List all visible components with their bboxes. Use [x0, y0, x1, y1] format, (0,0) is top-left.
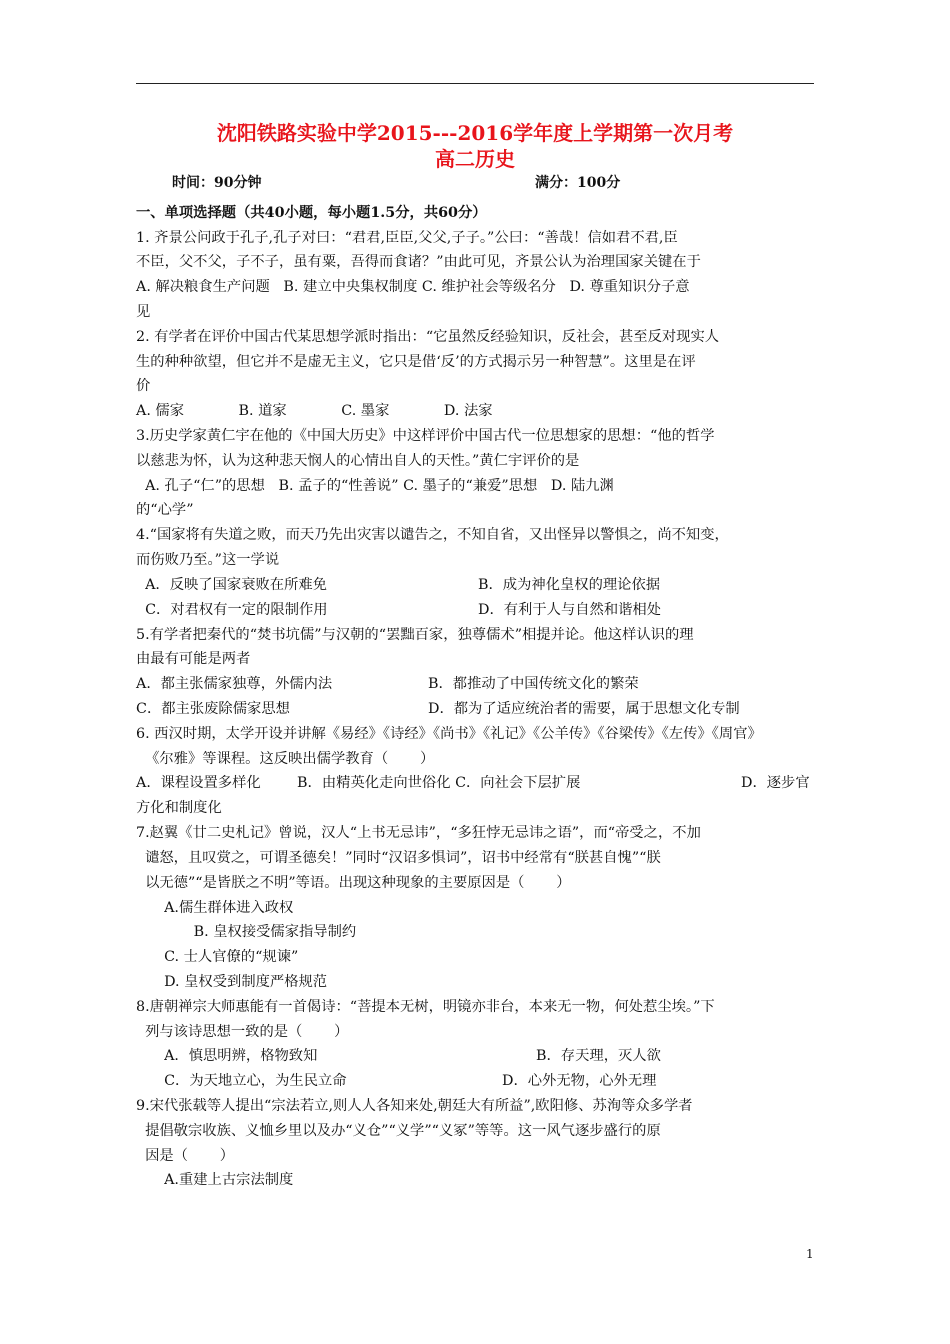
- text-line: A. 孔子“仁”的思想 B. 孟子的“性善说” C. 墨子的“兼爱”思想 D. 陆九渊: [136, 478, 614, 494]
- text-line: 3.历史学家黄仁宇在他的《中国大历史》中这样评价中国古代一位思想家的思想：“他的哲学: [136, 428, 715, 444]
- exam-title: 沈阳铁路实验中学2015---2016学年度上学期第一次月考: [216, 121, 734, 145]
- text-line: 9.宋代张载等人提出“宗法若立,则人人各知来处,朝廷大有所益”,欧阳修、苏洵等众多学者: [136, 1098, 693, 1114]
- text-line: A．反映了国家衰败在所难免: [136, 577, 327, 593]
- text-line: 4.“国家将有失道之败，而天乃先出灾害以谴告之，不知自省，又出怪异以警惧之，尚不知变，: [136, 527, 729, 543]
- text-line: 不臣，父不父，子不子，虽有粟，吾得而食诸？”由此可见，齐景公认为治理国家关键在于: [136, 254, 701, 270]
- option-line: D．逐步官: [741, 775, 810, 791]
- text-line: 由最有可能是两者: [136, 651, 251, 667]
- section-heading: 一、单项选择题（共40小题，每小题1.5分，共60分）: [136, 205, 487, 221]
- text-line: 的“心学”: [136, 502, 194, 518]
- text-line: 谴怒，且叹赏之，可谓圣德矣！”同时“汉诏多惧词”，诏书中经常有“朕甚自愧”“朕: [136, 850, 661, 866]
- text-line: A.儒生群体进入政权: [155, 900, 294, 916]
- text-line: B. 皇权接受儒家指导制约: [180, 924, 357, 940]
- option-line: D．都为了适应统治者的需要，属于思想文化专制: [428, 701, 740, 717]
- exam-subtitle: 高二历史: [435, 147, 515, 171]
- header-rule: [136, 83, 814, 84]
- option-line: D．心外无物，心外无理: [502, 1073, 657, 1089]
- text-line: C．为天地立心，为生民立命: [155, 1073, 347, 1089]
- text-line: A. 解决粮食生产问题 B. 建立中央集权制度 C. 维护社会等级名分 D. 尊重知识分子意: [136, 279, 690, 295]
- text-line: A．慎思明辨，格物致知: [155, 1048, 318, 1064]
- page-number: 1: [806, 1247, 814, 1261]
- option-line: B．都推动了中国传统文化的繁荣: [428, 676, 639, 692]
- text-line: 价: [136, 378, 151, 394]
- text-line: 6. 西汉时期，太学开设并讲解《易经》《诗经》《尚书》《礼记》《公羊传》《谷梁传》《左传》《周官》: [136, 726, 762, 742]
- text-line: 列与该诗思想一致的是（ ）: [136, 1024, 349, 1040]
- text-line: 7.赵翼《廿二史札记》曾说，汉人“上书无忌讳”，“多狂悖无忌讳之语”，而“帝受之，不加: [136, 825, 701, 841]
- text-line: D. 皇权受到制度严格规范: [155, 974, 328, 990]
- text-line: C．都主张废除儒家思想: [136, 701, 290, 717]
- text-line: 因是（ ）: [136, 1148, 235, 1164]
- exam-time: 时间：90分钟: [172, 175, 262, 191]
- text-line: 以慈悲为怀，认为这种悲天悯人的心情出自人的天性。”黄仁宇评价的是: [136, 453, 580, 469]
- text-line: 2. 有学者在评价中国古代某思想学派时指出：“它虽然反经验知识，反社会，甚至反对现实人: [136, 329, 720, 345]
- text-line: 生的种种欲望，但它并不是虚无主义，它只是借‘反’的方式揭示另一种智慧”。这里是在评: [136, 354, 696, 370]
- text-line: 方化和制度化: [136, 800, 222, 816]
- text-line: 8.唐朝禅宗大师惠能有一首偈诗：“菩提本无树，明镜亦非台，本来无一物，何处惹尘埃。”下: [136, 999, 715, 1015]
- text-line: 《尔雅》等课程。这反映出儒学教育（ ）: [136, 751, 435, 767]
- text-line: 见: [136, 304, 151, 320]
- exam-score: 满分：100分: [535, 175, 621, 191]
- text-line: C．对君权有一定的限制作用: [136, 602, 328, 618]
- text-line: 5.有学者把秦代的“焚书坑儒”与汉朝的“罢黜百家，独尊儒术”相提并论。他这样认识的理: [136, 627, 694, 643]
- text-line: 以无德”“是皆朕之不明”等语。出现这种现象的主要原因是（ ）: [136, 875, 571, 891]
- text-line: 1. 齐景公问政于孔子,孔子对曰：“君君,臣臣,父父,子子。”公曰：“善哉！信如君不君,臣: [136, 230, 678, 246]
- text-line: C. 士人官僚的“规谏”: [155, 949, 299, 965]
- text-line: 提倡敬宗收族、义恤乡里以及办“义仓”“义学”“义冢”等等。这一风气逐步盛行的原: [136, 1123, 661, 1139]
- option-line: B．成为神化皇权的理论依据: [478, 577, 661, 593]
- text-line: A．都主张儒家独尊，外儒内法: [136, 676, 333, 692]
- option-line: D．有利于人与自然和谐相处: [478, 602, 662, 618]
- text-line: A．课程设置多样化 B．由精英化走向世俗化 C．向社会下层扩展: [136, 775, 581, 791]
- text-line: 而伤败乃至。”这一学说: [136, 552, 280, 568]
- text-line: A. 儒家 B. 道家 C. 墨家 D. 法家: [136, 403, 493, 419]
- option-line: B．存天理，灭人欲: [536, 1048, 661, 1064]
- text-line: A.重建上古宗法制度: [155, 1172, 294, 1188]
